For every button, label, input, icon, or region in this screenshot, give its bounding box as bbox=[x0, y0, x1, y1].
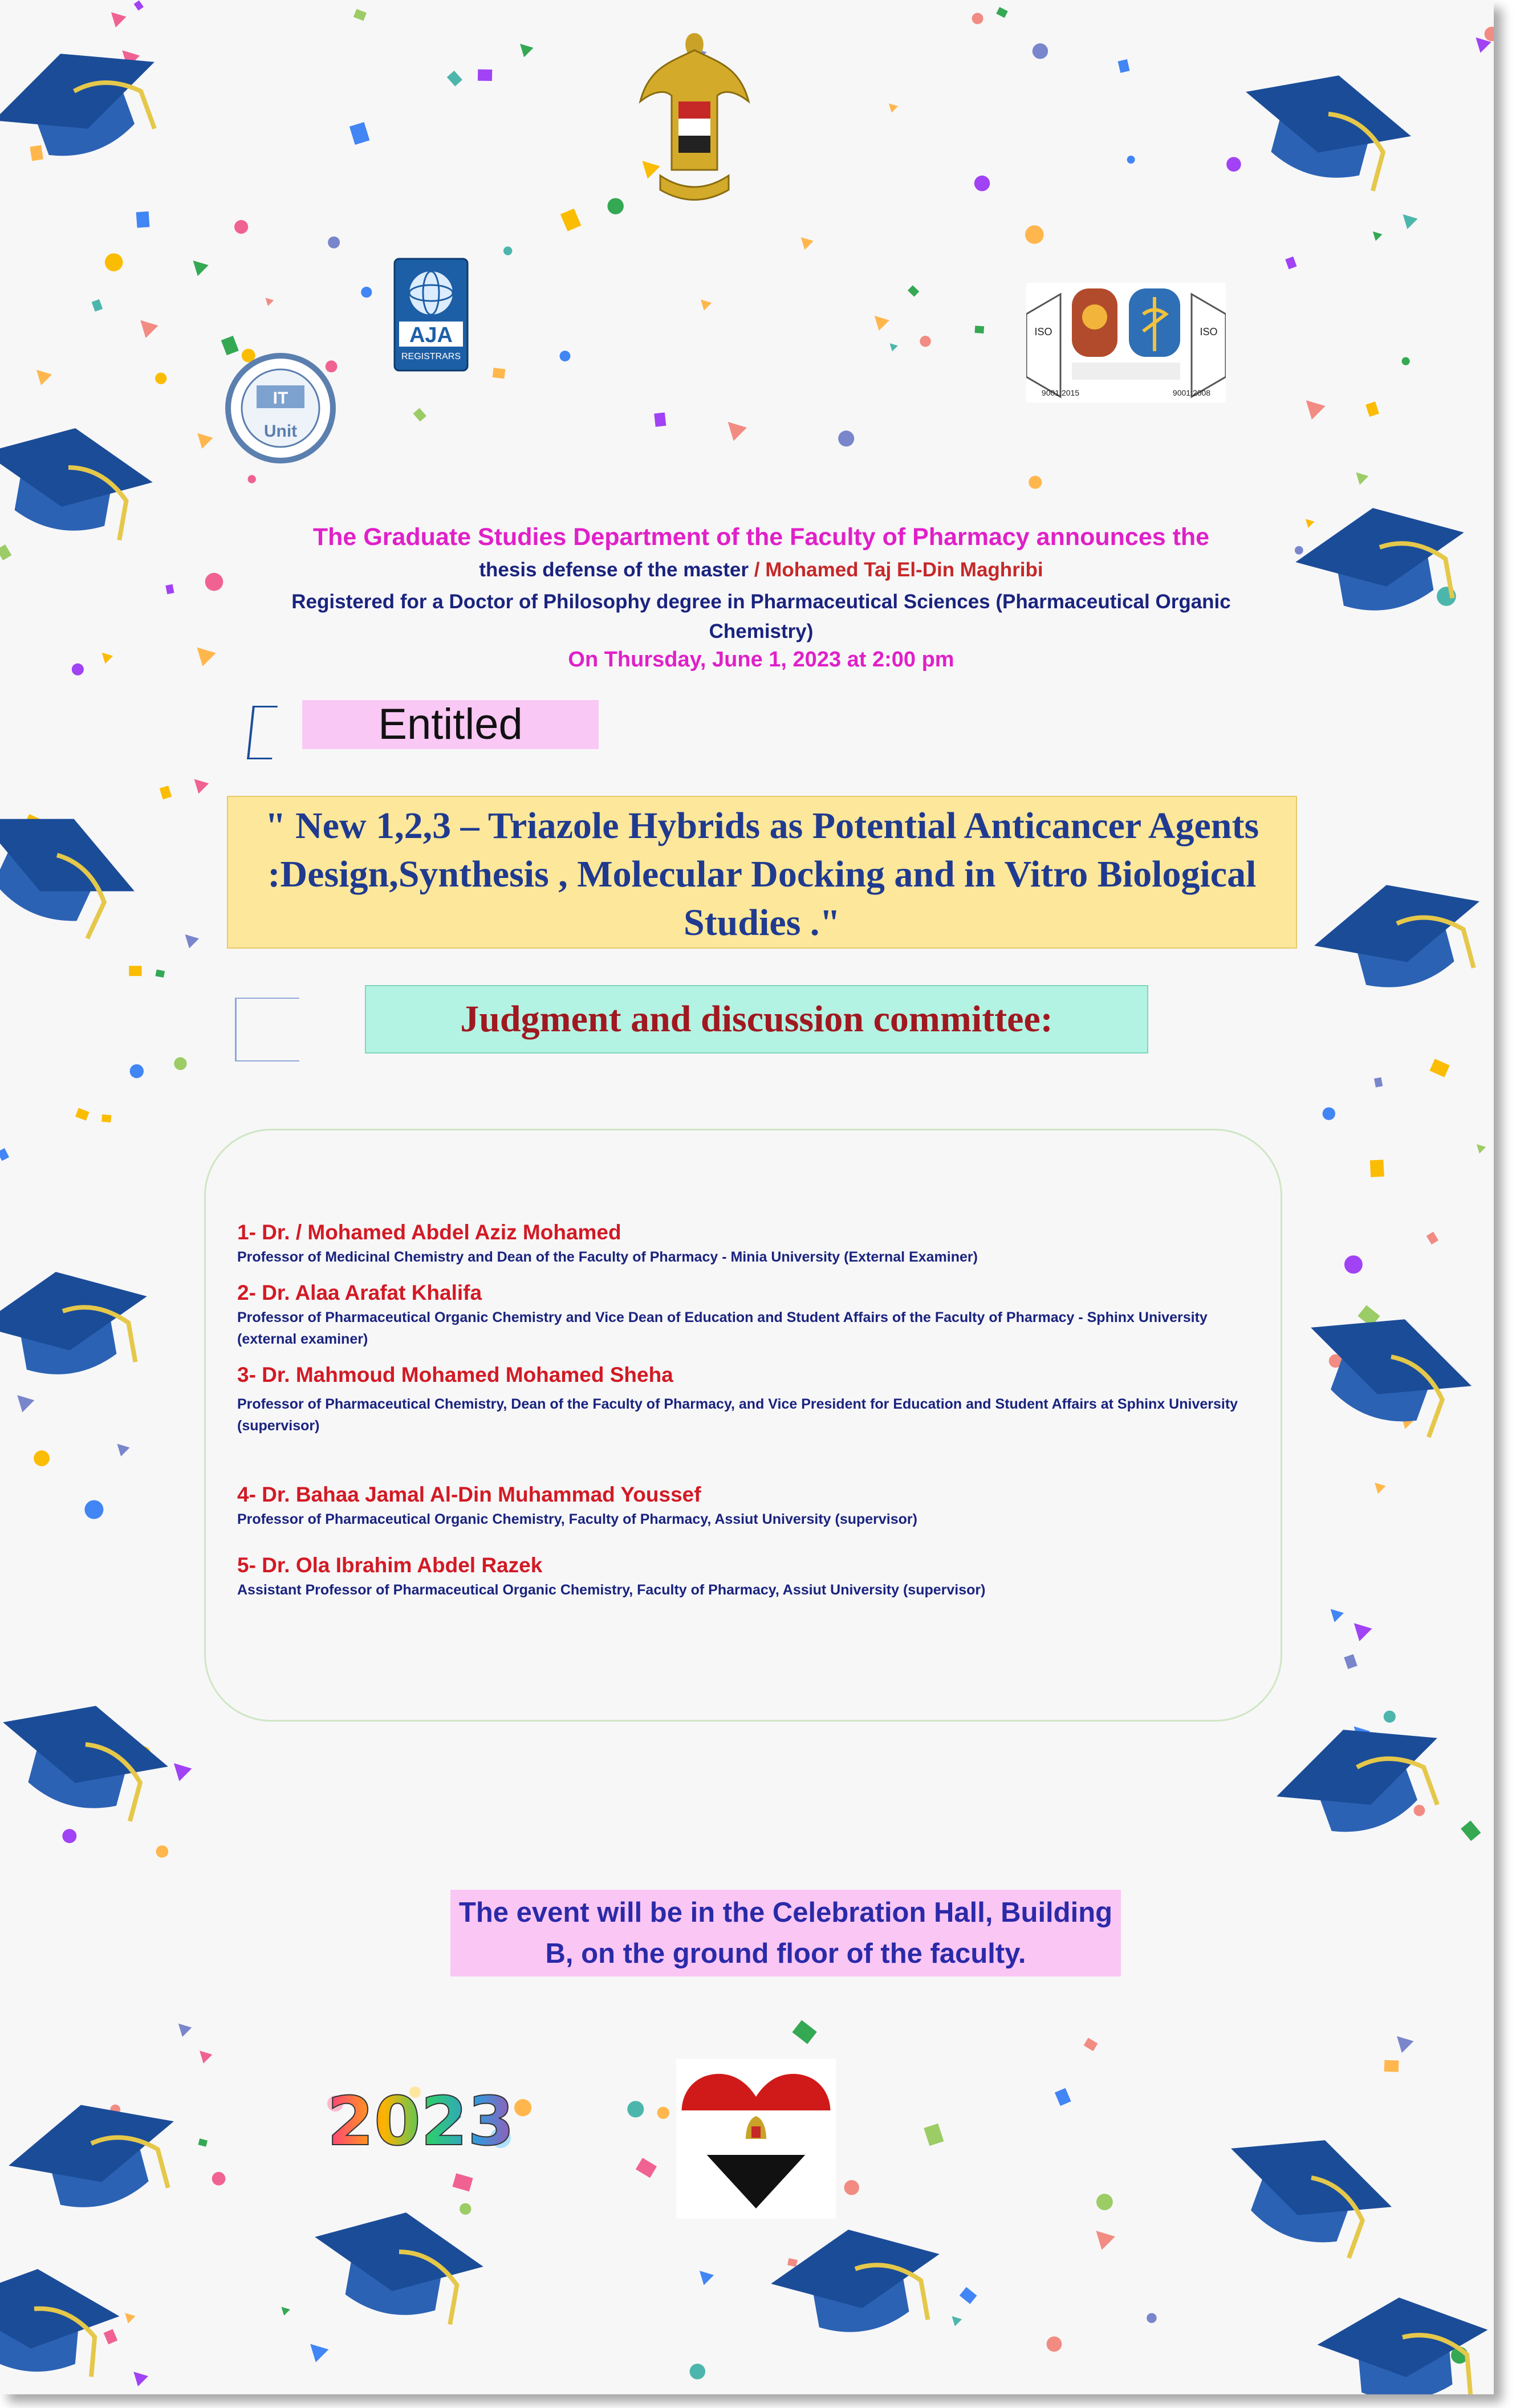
confetti-piece bbox=[310, 2344, 328, 2362]
member-name: 5- Dr. Ola Ibrahim Abdel Razek bbox=[237, 1553, 543, 1577]
confetti-piece bbox=[478, 70, 492, 81]
aja-registrars-logo bbox=[393, 258, 469, 372]
graduation-cap-icon bbox=[0, 2261, 123, 2378]
aja-text: AJA bbox=[409, 323, 453, 347]
confetti-piece bbox=[1384, 1711, 1396, 1723]
confetti-piece bbox=[92, 299, 103, 312]
confetti-piece bbox=[1461, 1820, 1481, 1841]
confetti-piece bbox=[1118, 59, 1130, 73]
confetti-piece bbox=[413, 408, 426, 422]
confetti-piece bbox=[117, 1444, 129, 1457]
event-location: The event will be in the Celebration Hall, Building B, on the ground floor of the faculty. bbox=[450, 1890, 1121, 1976]
confetti-piece bbox=[328, 237, 340, 249]
confetti-piece bbox=[0, 1148, 9, 1161]
confetti-piece bbox=[156, 1845, 169, 1858]
confetti-piece bbox=[281, 2307, 290, 2315]
confetti-piece bbox=[1226, 157, 1241, 172]
committee-member bbox=[237, 1279, 1252, 1350]
confetti-piece bbox=[353, 9, 367, 21]
confetti-piece bbox=[1374, 1077, 1383, 1088]
confetti-piece bbox=[908, 285, 919, 296]
confetti-piece bbox=[1429, 1059, 1449, 1077]
committee-member bbox=[237, 1481, 1252, 1530]
confetti-piece bbox=[1477, 1144, 1486, 1153]
confetti-piece bbox=[1055, 2088, 1071, 2106]
confetti-piece bbox=[960, 2287, 977, 2304]
confetti-piece bbox=[105, 253, 123, 271]
confetti-piece bbox=[62, 1829, 76, 1843]
confetti-piece bbox=[728, 422, 747, 441]
confetti-piece bbox=[657, 2107, 669, 2119]
confetti-piece bbox=[75, 1108, 90, 1121]
confetti-piece bbox=[607, 198, 623, 214]
iso-code-right: 9001:2008 bbox=[1172, 388, 1211, 397]
confetti-piece bbox=[503, 246, 512, 255]
confetti-piece bbox=[36, 370, 52, 385]
member-name: 1- Dr. / Mohamed Abdel Aziz Mohamed bbox=[237, 1221, 621, 1244]
confetti-piece bbox=[130, 1064, 144, 1078]
graduation-cap-icon bbox=[1314, 2290, 1493, 2394]
confetti-piece bbox=[1414, 1805, 1425, 1816]
confetti-piece bbox=[198, 2138, 208, 2147]
it-line2: Unit bbox=[263, 422, 298, 441]
confetti-piece bbox=[129, 966, 141, 976]
confetti-piece bbox=[972, 13, 983, 24]
confetti-piece bbox=[875, 316, 889, 331]
committee-member bbox=[237, 1552, 1252, 1601]
confetti-piece bbox=[101, 1114, 111, 1122]
confetti-piece bbox=[460, 2203, 471, 2215]
confetti-piece bbox=[1365, 401, 1379, 417]
confetti-piece bbox=[234, 220, 248, 234]
graduation-cap-icon bbox=[1263, 1701, 1458, 1856]
confetti-piece bbox=[1370, 1160, 1384, 1177]
confetti-piece bbox=[889, 103, 898, 112]
it-unit-logo bbox=[223, 351, 338, 465]
confetti-piece bbox=[560, 351, 571, 361]
graduation-cap-icon bbox=[0, 2083, 190, 2227]
confetti-piece bbox=[1127, 156, 1135, 164]
confetti-piece bbox=[1295, 546, 1303, 555]
egypt-heart-flag bbox=[676, 2059, 836, 2219]
confetti-piece bbox=[34, 1450, 50, 1466]
confetti-piece bbox=[205, 573, 223, 591]
member-description: Professor of Pharmaceutical Organic Chemistry and Vice Dean of Education and Student Affairs of the Faculty of Pharmacy - Sphinx University (external examiner) bbox=[237, 1309, 1208, 1347]
confetti-piece bbox=[1373, 231, 1383, 241]
confetti-piece bbox=[155, 373, 166, 384]
confetti-piece bbox=[17, 1395, 34, 1412]
confetti-piece bbox=[1025, 225, 1044, 244]
confetti-piece bbox=[1354, 1623, 1372, 1641]
defense-date: On Thursday, June 1, 2023 at 2:00 pm bbox=[568, 648, 954, 672]
confetti-piece bbox=[212, 2172, 226, 2186]
committee-heading: Judgment and discussion committee: bbox=[365, 985, 1148, 1054]
graduation-cap-icon bbox=[0, 413, 160, 544]
confetti-piece bbox=[627, 2101, 644, 2117]
confetti-piece bbox=[1084, 2038, 1098, 2052]
confetti-piece bbox=[452, 2173, 473, 2191]
member-name: 2- Dr. Alaa Arafat Khalifa bbox=[237, 1281, 482, 1304]
confetti-piece bbox=[952, 2316, 962, 2326]
confetti-piece bbox=[174, 1057, 186, 1070]
member-description: Assistant Professor of Pharmaceutical Organic Chemistry, Faculty of Pharmacy, Assiut University (supervisor) bbox=[237, 1582, 986, 1598]
confetti-piece bbox=[84, 1500, 103, 1519]
confetti-piece bbox=[1384, 2060, 1399, 2072]
announcement-heading: The Graduate Studies Department of the Faculty of Pharmacy announces the bbox=[312, 523, 1210, 551]
confetti-piece bbox=[197, 433, 213, 449]
confetti-piece bbox=[636, 2158, 657, 2178]
confetti-piece bbox=[1344, 1654, 1357, 1669]
thesis-title: " New 1,2,3 – Triazole Hybrids as Potential Anticancer Agents :Design,Synthesis , Molecular Docking and in Vitro Biological Studies ." bbox=[227, 796, 1297, 949]
confetti-piece bbox=[1331, 1609, 1344, 1622]
graduation-cap-icon bbox=[0, 25, 176, 180]
announcement-prefix: thesis defense of the master bbox=[479, 559, 749, 581]
graduation-cap-icon bbox=[1209, 2111, 1405, 2266]
confetti-piece bbox=[654, 413, 666, 427]
member-name: 3- Dr. Mahmoud Mohamed Mohamed Sheha bbox=[237, 1363, 673, 1386]
graduation-cap-icon bbox=[0, 1257, 158, 1388]
year-2023-art bbox=[301, 2081, 540, 2157]
confetti-piece bbox=[185, 934, 200, 949]
confetti-piece bbox=[447, 71, 462, 87]
confetti-piece bbox=[160, 786, 172, 799]
confetti-piece bbox=[193, 261, 209, 276]
confetti-piece bbox=[520, 44, 534, 58]
graduation-cap-icon bbox=[1289, 1290, 1485, 1445]
confetti-piece bbox=[1306, 519, 1315, 528]
confetti-piece bbox=[1485, 27, 1494, 41]
confetti-piece bbox=[974, 176, 990, 191]
committee-list bbox=[237, 1219, 1252, 1601]
confetti-piece bbox=[200, 2051, 212, 2063]
confetti-piece bbox=[102, 653, 113, 664]
confetti-piece bbox=[975, 326, 985, 333]
committee-member bbox=[237, 1219, 1252, 1268]
confetti-piece bbox=[690, 2364, 706, 2379]
confetti-piece bbox=[134, 1, 144, 11]
confetti-piece bbox=[493, 368, 506, 379]
year-text: 2023 bbox=[327, 2082, 515, 2157]
graduation-cap-icon bbox=[0, 783, 152, 948]
confetti-piece bbox=[920, 336, 930, 347]
aja-sub: REGISTRARS bbox=[401, 352, 461, 361]
confetti-piece bbox=[787, 2258, 798, 2267]
confetti-piece bbox=[924, 2124, 944, 2146]
iso-right: ISO bbox=[1200, 326, 1218, 337]
it-line1: IT bbox=[273, 389, 288, 408]
confetti-piece bbox=[194, 779, 209, 794]
confetti-piece bbox=[1033, 43, 1048, 59]
confetti-piece bbox=[560, 209, 582, 231]
confetti-piece bbox=[1344, 1255, 1363, 1274]
degree-registration: Registered for a Doctor of Philosophy degree in Pharmaceutical Sciences (Pharmaceutical Organic Chemistry) bbox=[291, 591, 1231, 642]
confetti-piece bbox=[174, 1763, 192, 1781]
confetti-piece bbox=[1375, 1483, 1386, 1494]
confetti-piece bbox=[140, 320, 158, 338]
confetti-piece bbox=[890, 343, 898, 351]
confetti-piece bbox=[361, 287, 372, 298]
member-description: Professor of Medicinal Chemistry and Dean of the Faculty of Pharmacy - Minia University (External Examiner) bbox=[237, 1249, 978, 1265]
confetti-piece bbox=[0, 544, 11, 560]
egypt-eagle-emblem bbox=[637, 27, 751, 210]
confetti-piece bbox=[266, 298, 274, 306]
confetti-piece bbox=[844, 2180, 859, 2195]
graduation-cap-icon bbox=[1304, 863, 1494, 1007]
confetti-piece bbox=[1306, 400, 1326, 420]
member-description: Professor of Pharmaceutical Organic Chemistry, Faculty of Pharmacy, Assiut University (supervisor) bbox=[237, 1511, 917, 1527]
confetti-piece bbox=[1426, 1232, 1438, 1244]
confetti-piece bbox=[111, 12, 127, 27]
confetti-piece bbox=[792, 2020, 816, 2044]
confetti-piece bbox=[1356, 472, 1368, 485]
confetti-piece bbox=[178, 2024, 192, 2037]
iso-code-left: 9001:2015 bbox=[1041, 388, 1080, 397]
confetti-piece bbox=[996, 7, 1008, 18]
entitled-label: Entitled bbox=[302, 700, 599, 749]
confetti-piece bbox=[247, 475, 255, 483]
confetti-piece bbox=[1403, 214, 1418, 229]
committee-bracket-decoration bbox=[235, 998, 299, 1061]
confetti-piece bbox=[1096, 2231, 1115, 2250]
confetti-piece bbox=[1029, 475, 1042, 489]
graduation-cap-icon bbox=[1230, 54, 1421, 197]
announcement-separator: / bbox=[754, 559, 760, 581]
confetti-piece bbox=[1047, 2336, 1062, 2352]
confetti-piece bbox=[700, 2271, 714, 2285]
confetti-piece bbox=[133, 2372, 148, 2386]
confetti-piece bbox=[349, 122, 369, 145]
confetti-piece bbox=[1402, 357, 1410, 365]
member-description: Professor of Pharmaceutical Chemistry, Dean of the Faculty of Pharmacy, and Vice President for Education and Student Affairs at Sphinx University (supervisor) bbox=[237, 1396, 1238, 1434]
graduation-cap-icon bbox=[0, 1684, 178, 1828]
confetti-piece bbox=[701, 299, 712, 310]
committee-member bbox=[237, 1361, 1252, 1437]
confetti-piece bbox=[1323, 1107, 1335, 1120]
confetti-piece bbox=[1285, 257, 1296, 269]
confetti-piece bbox=[1147, 2313, 1157, 2323]
confetti-piece bbox=[165, 584, 174, 595]
confetti-piece bbox=[1397, 2036, 1413, 2053]
graduation-cap-icon bbox=[764, 2215, 950, 2345]
confetti-piece bbox=[197, 647, 216, 666]
iso-left: ISO bbox=[1034, 326, 1052, 337]
confetti-piece bbox=[801, 237, 814, 250]
confetti-piece bbox=[72, 664, 84, 676]
confetti-piece bbox=[136, 211, 150, 228]
confetti-piece bbox=[104, 2329, 118, 2344]
confetti-piece bbox=[30, 145, 43, 161]
university-iso-logo bbox=[1026, 283, 1226, 402]
confetti-piece bbox=[838, 430, 854, 446]
confetti-piece bbox=[1096, 2194, 1113, 2210]
confetti-piece bbox=[125, 2313, 136, 2324]
candidate-name: Mohamed Taj El-Din Maghribi bbox=[765, 559, 1043, 581]
member-name: 4- Dr. Bahaa Jamal Al-Din Muhammad Youssef bbox=[237, 1483, 701, 1506]
graduation-cap-icon bbox=[304, 2198, 490, 2328]
confetti-piece bbox=[155, 970, 165, 978]
announcement-candidate-line bbox=[239, 559, 1283, 581]
